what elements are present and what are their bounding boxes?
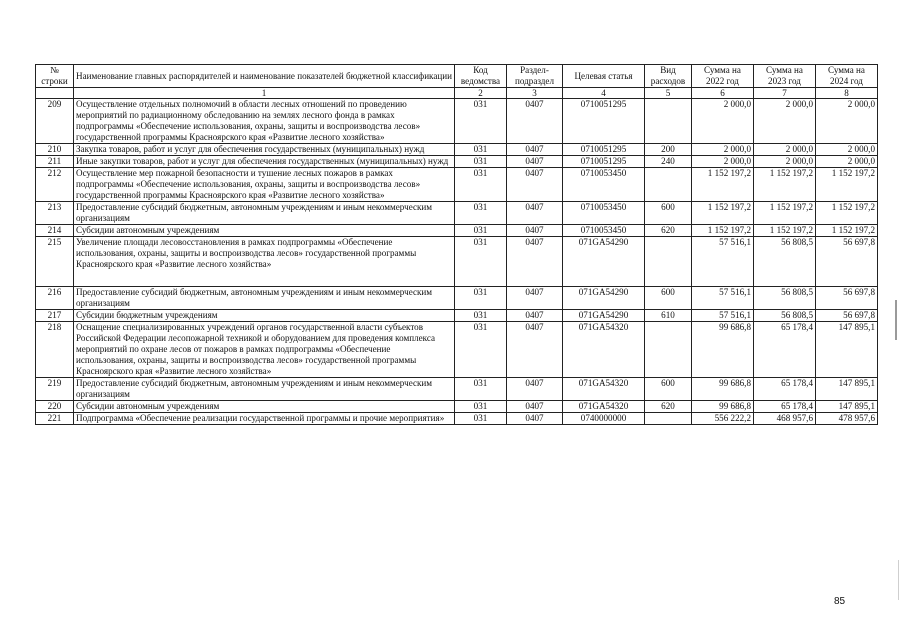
sum-2024-cell: 56 697,8 — [816, 287, 878, 310]
dept-code-cell: 031 — [455, 287, 507, 310]
row-number-cell: 220 — [36, 401, 74, 413]
sum-2022-cell: 2 000,0 — [692, 99, 754, 144]
table-row — [36, 202, 878, 225]
dept-code-cell: 031 — [455, 310, 507, 322]
header-expense-type: Вид расходов — [645, 65, 692, 88]
row-number-cell: 219 — [36, 378, 74, 401]
table-row — [36, 310, 878, 322]
section-cell: 0407 — [507, 237, 563, 287]
column-number — [36, 88, 74, 99]
expense-type-cell: 620 — [645, 401, 692, 413]
column-number: 4 — [563, 88, 645, 99]
target-cell: 071GA54290 — [563, 287, 645, 310]
expense-type-cell — [645, 99, 692, 144]
table-row — [36, 168, 878, 202]
row-name-cell: Закупка товаров, работ и услуг для обеспечения государственных (муниципальных) нужд — [74, 144, 455, 156]
header-sum-2023: Сумма на 2023 год — [754, 65, 816, 88]
section-cell: 0407 — [507, 378, 563, 401]
header-section: Раздел-подраздел — [507, 65, 563, 88]
expense-type-cell — [645, 168, 692, 202]
header-target: Целевая статья — [563, 65, 645, 88]
target-cell: 0710051295 — [563, 156, 645, 168]
section-cell: 0407 — [507, 413, 563, 425]
expense-type-cell: 620 — [645, 225, 692, 237]
target-cell: 0710051295 — [563, 99, 645, 144]
table-row — [36, 413, 878, 425]
expense-type-cell: 600 — [645, 202, 692, 225]
budget-table — [35, 64, 878, 425]
sum-2024-cell: 147 895,1 — [816, 401, 878, 413]
sum-2024-cell: 1 152 197,2 — [816, 225, 878, 237]
section-cell: 0407 — [507, 156, 563, 168]
header-row-no: № строки — [36, 65, 74, 88]
sum-2022-cell: 1 152 197,2 — [692, 202, 754, 225]
scan-edge-mark — [898, 560, 899, 600]
sum-2023-cell: 1 152 197,2 — [754, 202, 816, 225]
column-number: 1 — [74, 88, 455, 99]
sum-2024-cell: 478 957,6 — [816, 413, 878, 425]
target-cell: 071GA54320 — [563, 378, 645, 401]
target-cell: 071GA54290 — [563, 237, 645, 287]
column-number: 3 — [507, 88, 563, 99]
row-name-cell: Подпрограмма «Обеспечение реализации государственной программы и прочие мероприятия» — [74, 413, 455, 425]
row-number-cell: 209 — [36, 99, 74, 144]
section-cell: 0407 — [507, 99, 563, 144]
sum-2024-cell: 56 697,8 — [816, 310, 878, 322]
target-cell: 071GA54320 — [563, 401, 645, 413]
dept-code-cell: 031 — [455, 225, 507, 237]
column-number: 2 — [455, 88, 507, 99]
section-cell: 0407 — [507, 322, 563, 378]
column-number: 7 — [754, 88, 816, 99]
row-name-cell: Осуществление отдельных полномочий в области лесных отношений по проведению мероприятий по радиационному обследованию на землях лесного фонда в рамках подпрограммы «Обеспечение использования, охраны, защиты и воспроизводства лесов» государственной программы Красноярского края «Развитие лесного хозяйства» — [74, 99, 455, 144]
expense-type-cell: 600 — [645, 287, 692, 310]
budget-table-sheet — [35, 64, 877, 425]
sum-2023-cell: 2 000,0 — [754, 99, 816, 144]
target-cell: 0710053450 — [563, 168, 645, 202]
sum-2024-cell: 147 895,1 — [816, 378, 878, 401]
section-cell: 0407 — [507, 401, 563, 413]
target-cell: 071GA54290 — [563, 310, 645, 322]
expense-type-cell — [645, 237, 692, 287]
row-number-cell: 216 — [36, 287, 74, 310]
sum-2023-cell: 468 957,6 — [754, 413, 816, 425]
row-number-cell: 210 — [36, 144, 74, 156]
dept-code-cell: 031 — [455, 168, 507, 202]
sum-2022-cell: 57 516,1 — [692, 287, 754, 310]
target-cell: 0710053450 — [563, 225, 645, 237]
sum-2022-cell: 556 222,2 — [692, 413, 754, 425]
sum-2022-cell: 99 686,8 — [692, 401, 754, 413]
expense-type-cell — [645, 413, 692, 425]
section-cell: 0407 — [507, 287, 563, 310]
section-cell: 0407 — [507, 202, 563, 225]
row-number-cell: 212 — [36, 168, 74, 202]
row-name-cell: Осуществление мер пожарной безопасности и тушение лесных пожаров в рамках подпрограммы «Обеспечение использования, охраны, защиты и воспроизводства лесов» государственной программы Красноярского края «Развитие лесного хозяйства» — [74, 168, 455, 202]
sum-2023-cell: 56 808,5 — [754, 237, 816, 287]
target-cell: 071GA54320 — [563, 322, 645, 378]
column-number: 5 — [645, 88, 692, 99]
target-cell: 0710053450 — [563, 202, 645, 225]
row-number-cell: 214 — [36, 225, 74, 237]
scan-edge-mark — [895, 300, 897, 340]
expense-type-cell: 200 — [645, 144, 692, 156]
sum-2023-cell: 1 152 197,2 — [754, 225, 816, 237]
section-cell: 0407 — [507, 310, 563, 322]
sum-2023-cell: 2 000,0 — [754, 156, 816, 168]
sum-2022-cell: 2 000,0 — [692, 144, 754, 156]
row-number-cell: 213 — [36, 202, 74, 225]
expense-type-cell: 600 — [645, 378, 692, 401]
row-number-cell: 218 — [36, 322, 74, 378]
row-name-cell: Иные закупки товаров, работ и услуг для обеспечения государственных (муниципальных) нужд — [74, 156, 455, 168]
sum-2023-cell: 1 152 197,2 — [754, 168, 816, 202]
column-number: 8 — [816, 88, 878, 99]
sum-2024-cell: 2 000,0 — [816, 156, 878, 168]
section-cell: 0407 — [507, 168, 563, 202]
sum-2024-cell: 2 000,0 — [816, 99, 878, 144]
expense-type-cell: 610 — [645, 310, 692, 322]
row-name-cell: Субсидии автономным учреждениям — [74, 225, 455, 237]
sum-2022-cell: 1 152 197,2 — [692, 168, 754, 202]
table-row — [36, 99, 878, 144]
sum-2024-cell: 56 697,8 — [816, 237, 878, 287]
table-row — [36, 144, 878, 156]
table-body — [36, 99, 878, 425]
sum-2024-cell: 2 000,0 — [816, 144, 878, 156]
page-number: 85 — [834, 596, 846, 607]
dept-code-cell: 031 — [455, 413, 507, 425]
header-row — [36, 65, 878, 88]
dept-code-cell: 031 — [455, 378, 507, 401]
expense-type-cell — [645, 322, 692, 378]
dept-code-cell: 031 — [455, 144, 507, 156]
column-number: 6 — [692, 88, 754, 99]
table-row — [36, 237, 878, 287]
table-row — [36, 156, 878, 168]
sum-2023-cell: 56 808,5 — [754, 310, 816, 322]
section-cell: 0407 — [507, 144, 563, 156]
table-row — [36, 378, 878, 401]
header-sum-2024: Сумма на 2024 год — [816, 65, 878, 88]
sum-2023-cell: 56 808,5 — [754, 287, 816, 310]
table-row — [36, 401, 878, 413]
dept-code-cell: 031 — [455, 99, 507, 144]
sum-2023-cell: 65 178,4 — [754, 401, 816, 413]
row-name-cell: Субсидии бюджетным учреждениям — [74, 310, 455, 322]
row-number-cell: 217 — [36, 310, 74, 322]
row-number-cell: 221 — [36, 413, 74, 425]
header-sum-2022: Сумма на 2022 год — [692, 65, 754, 88]
header-dept-code: Код ведомства — [455, 65, 507, 88]
sum-2022-cell: 57 516,1 — [692, 237, 754, 287]
dept-code-cell: 031 — [455, 322, 507, 378]
row-name-cell: Субсидии автономным учреждениям — [74, 401, 455, 413]
row-name-cell: Предоставление субсидий бюджетным, автономным учреждениям и иным некоммерческим организациям — [74, 378, 455, 401]
row-name-cell: Предоставление субсидий бюджетным, автономным учреждениям и иным некоммерческим организациям — [74, 202, 455, 225]
sum-2022-cell: 99 686,8 — [692, 322, 754, 378]
dept-code-cell: 031 — [455, 401, 507, 413]
sum-2024-cell: 1 152 197,2 — [816, 202, 878, 225]
sum-2022-cell: 1 152 197,2 — [692, 225, 754, 237]
dept-code-cell: 031 — [455, 202, 507, 225]
target-cell: 0710051295 — [563, 144, 645, 156]
sum-2022-cell: 57 516,1 — [692, 310, 754, 322]
target-cell: 0740000000 — [563, 413, 645, 425]
row-name-cell: Оснащение специализированных учреждений органов государственной власти субъектов Российской Федерации лесопожарной техникой и оборудованием для проведения комплекса мероприятий по охране лесов от пожаров в рамках подпрограммы «Обеспечение использования, охраны, защиты и воспроизводства лесов» государственной программы Красноярского края «Развитие лесного хозяйства» — [74, 322, 455, 378]
header-name: Наименование главных распорядителей и наименование показателей бюджетной классификации — [74, 65, 455, 88]
row-number-cell: 215 — [36, 237, 74, 287]
sum-2024-cell: 147 895,1 — [816, 322, 878, 378]
table-row — [36, 225, 878, 237]
sum-2022-cell: 2 000,0 — [692, 156, 754, 168]
sum-2023-cell: 2 000,0 — [754, 144, 816, 156]
section-cell: 0407 — [507, 225, 563, 237]
table-row — [36, 322, 878, 378]
dept-code-cell: 031 — [455, 156, 507, 168]
expense-type-cell: 240 — [645, 156, 692, 168]
row-number-cell: 211 — [36, 156, 74, 168]
row-name-cell: Предоставление субсидий бюджетным, автономным учреждениям и иным некоммерческим организациям — [74, 287, 455, 310]
row-name-cell: Увеличение площади лесовосстановления в рамках подпрограммы «Обеспечение использования, охраны, защиты и воспроизводства лесов» государственной программы Красноярского края «Развитие лесного хозяйства» — [74, 237, 455, 287]
sum-2022-cell: 99 686,8 — [692, 378, 754, 401]
sum-2024-cell: 1 152 197,2 — [816, 168, 878, 202]
sum-2023-cell: 65 178,4 — [754, 378, 816, 401]
column-number-row — [36, 88, 878, 99]
sum-2023-cell: 65 178,4 — [754, 322, 816, 378]
table-row — [36, 287, 878, 310]
dept-code-cell: 031 — [455, 237, 507, 287]
